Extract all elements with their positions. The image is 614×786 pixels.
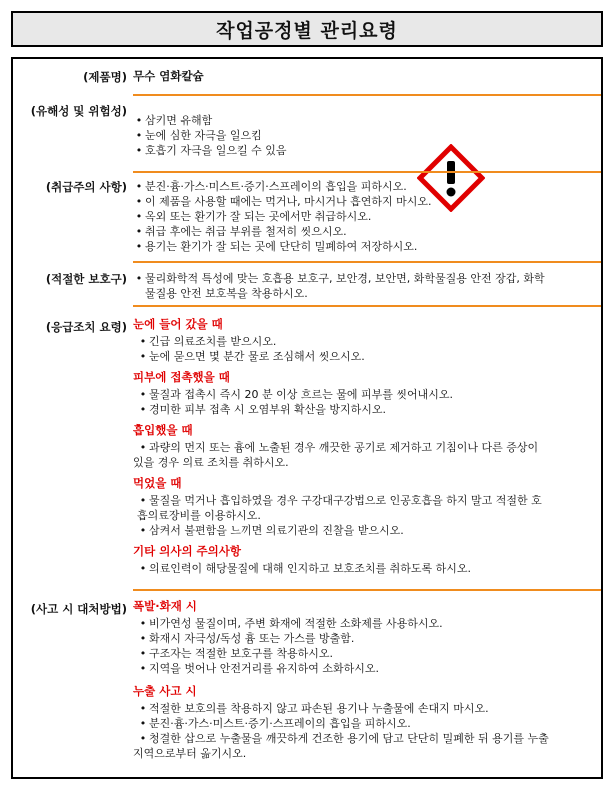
other-heading: 기타 의사의 주의사항 xyxy=(133,544,241,558)
accident-content xyxy=(133,599,601,761)
page-title: 작업공정별 관리요령 xyxy=(216,19,398,42)
list-item: • 호흡기 자극을 일으킬 수 있음 xyxy=(135,144,287,157)
product-name: 무수 염화칼슘 xyxy=(133,69,204,83)
separator xyxy=(133,94,601,96)
list-item: • 비가연성 물질이며, 주변 화재에 적절한 소화제를 사용하시오. xyxy=(139,617,443,630)
list-item: • 분진·흄·가스·미스트·증기·스프레이의 흡입을 피하시오. xyxy=(139,717,411,730)
list-item: • 분진·흄·가스·미스트·증기·스프레이의 흡입을 피하시오. xyxy=(135,180,407,193)
title-banner xyxy=(11,11,603,47)
fire-heading: 폭발·화재 시 xyxy=(133,599,197,613)
list-item: • 옥외 또는 환기가 잘 되는 곳에서만 취급하시오. xyxy=(135,210,372,223)
list-item: • 물질을 먹거나 흡입하였을 경우 구강대구강법으로 인공호흡을 하지 말고 적절한 호 xyxy=(139,494,542,507)
list-item: • 눈에 심한 자극을 일으킴 xyxy=(135,129,262,142)
hazard-list xyxy=(133,113,599,158)
list-item: • 삼켜서 불편함을 느끼면 의료기관의 진찰을 받으시오. xyxy=(139,524,404,537)
separator xyxy=(133,261,601,263)
protective-text xyxy=(133,271,601,301)
list-item: • 용기는 환기가 잘 되는 곳에 단단히 밀폐하여 저장하시오. xyxy=(135,240,418,253)
hazard-label: (유해성 및 위험성) xyxy=(30,104,127,118)
msds-panel xyxy=(11,57,603,779)
list-item-continuation: 흡의료장비를 이용하시오. xyxy=(137,509,261,522)
list-item: • 과량의 먼지 또는 흄에 노출된 경우 깨끗한 공기로 제거하고 기침이나 다른 증상이 xyxy=(139,441,539,454)
inhale-heading: 흡입했을 때 xyxy=(133,423,193,437)
list-item: • 눈에 묻으면 몇 분간 물로 조심해서 씻으시오. xyxy=(139,350,365,363)
list-item: • 구조자는 적절한 보호구를 착용하시오. xyxy=(139,647,334,660)
separator xyxy=(133,171,601,173)
list-item: • 경미한 피부 접촉 시 오염부위 확산을 방지하시오. xyxy=(139,403,386,416)
list-item-continuation: 물질용 안전 보호복을 착용하시오. xyxy=(145,287,308,300)
protective-label: (적절한 보호구) xyxy=(45,272,127,286)
list-item-continuation: 있을 경우 의료 조치를 취하시오. xyxy=(133,456,289,469)
skin-heading: 피부에 접촉했을 때 xyxy=(133,370,230,384)
eye-heading: 눈에 들어 갔을 때 xyxy=(133,317,223,331)
list-item: • 물리화학적 특성에 맞는 호흡용 보호구, 보안경, 보안면, 화학물질용 안전 장갑, 화학 xyxy=(135,272,545,285)
list-item: • 의료인력이 해당물질에 대해 인지하고 보호조치를 취하도록 하시오. xyxy=(139,562,472,575)
first-aid-label: (응급조치 요령) xyxy=(45,320,127,334)
accident-label: (사고 시 대처방법) xyxy=(30,602,127,616)
first-aid-content xyxy=(133,317,601,576)
ingest-heading: 먹었을 때 xyxy=(133,476,182,490)
product-label: (제품명) xyxy=(83,70,127,84)
list-item: • 적절한 보호의를 착용하지 않고 파손된 용기나 누출물에 손대지 마시오. xyxy=(139,702,489,715)
list-item: • 긴급 의료조치를 받으시오. xyxy=(139,335,277,348)
list-item: • 삼키면 유해함 xyxy=(135,114,213,127)
leak-heading: 누출 사고 시 xyxy=(133,684,197,698)
list-item-continuation: 지역으로부터 옮기시오. xyxy=(133,747,247,760)
separator xyxy=(133,305,601,307)
list-item: • 이 제품을 사용할 때에는 먹거나, 마시거나 흡연하지 마시오. xyxy=(135,195,432,208)
precautions-list xyxy=(133,179,599,254)
list-item: • 지역을 벗어나 안전거리를 유지하여 소화하시오. xyxy=(139,662,380,675)
list-item: • 화재시 자극성/독성 흄 또는 가스를 방출함. xyxy=(139,632,355,645)
list-item: • 물질과 접촉시 즉시 20 분 이상 흐르는 물에 피부를 씻어내시오. xyxy=(139,388,453,401)
list-item: • 청결한 삽으로 누출물을 깨끗하게 건조한 용기에 담고 단단히 밀폐한 뒤 용기를 누출 xyxy=(139,732,549,745)
separator xyxy=(133,589,601,591)
list-item: • 취급 후에는 취급 부위를 철저히 씻으시오. xyxy=(135,225,347,238)
precautions-label: (취급주의 사항) xyxy=(45,180,127,194)
